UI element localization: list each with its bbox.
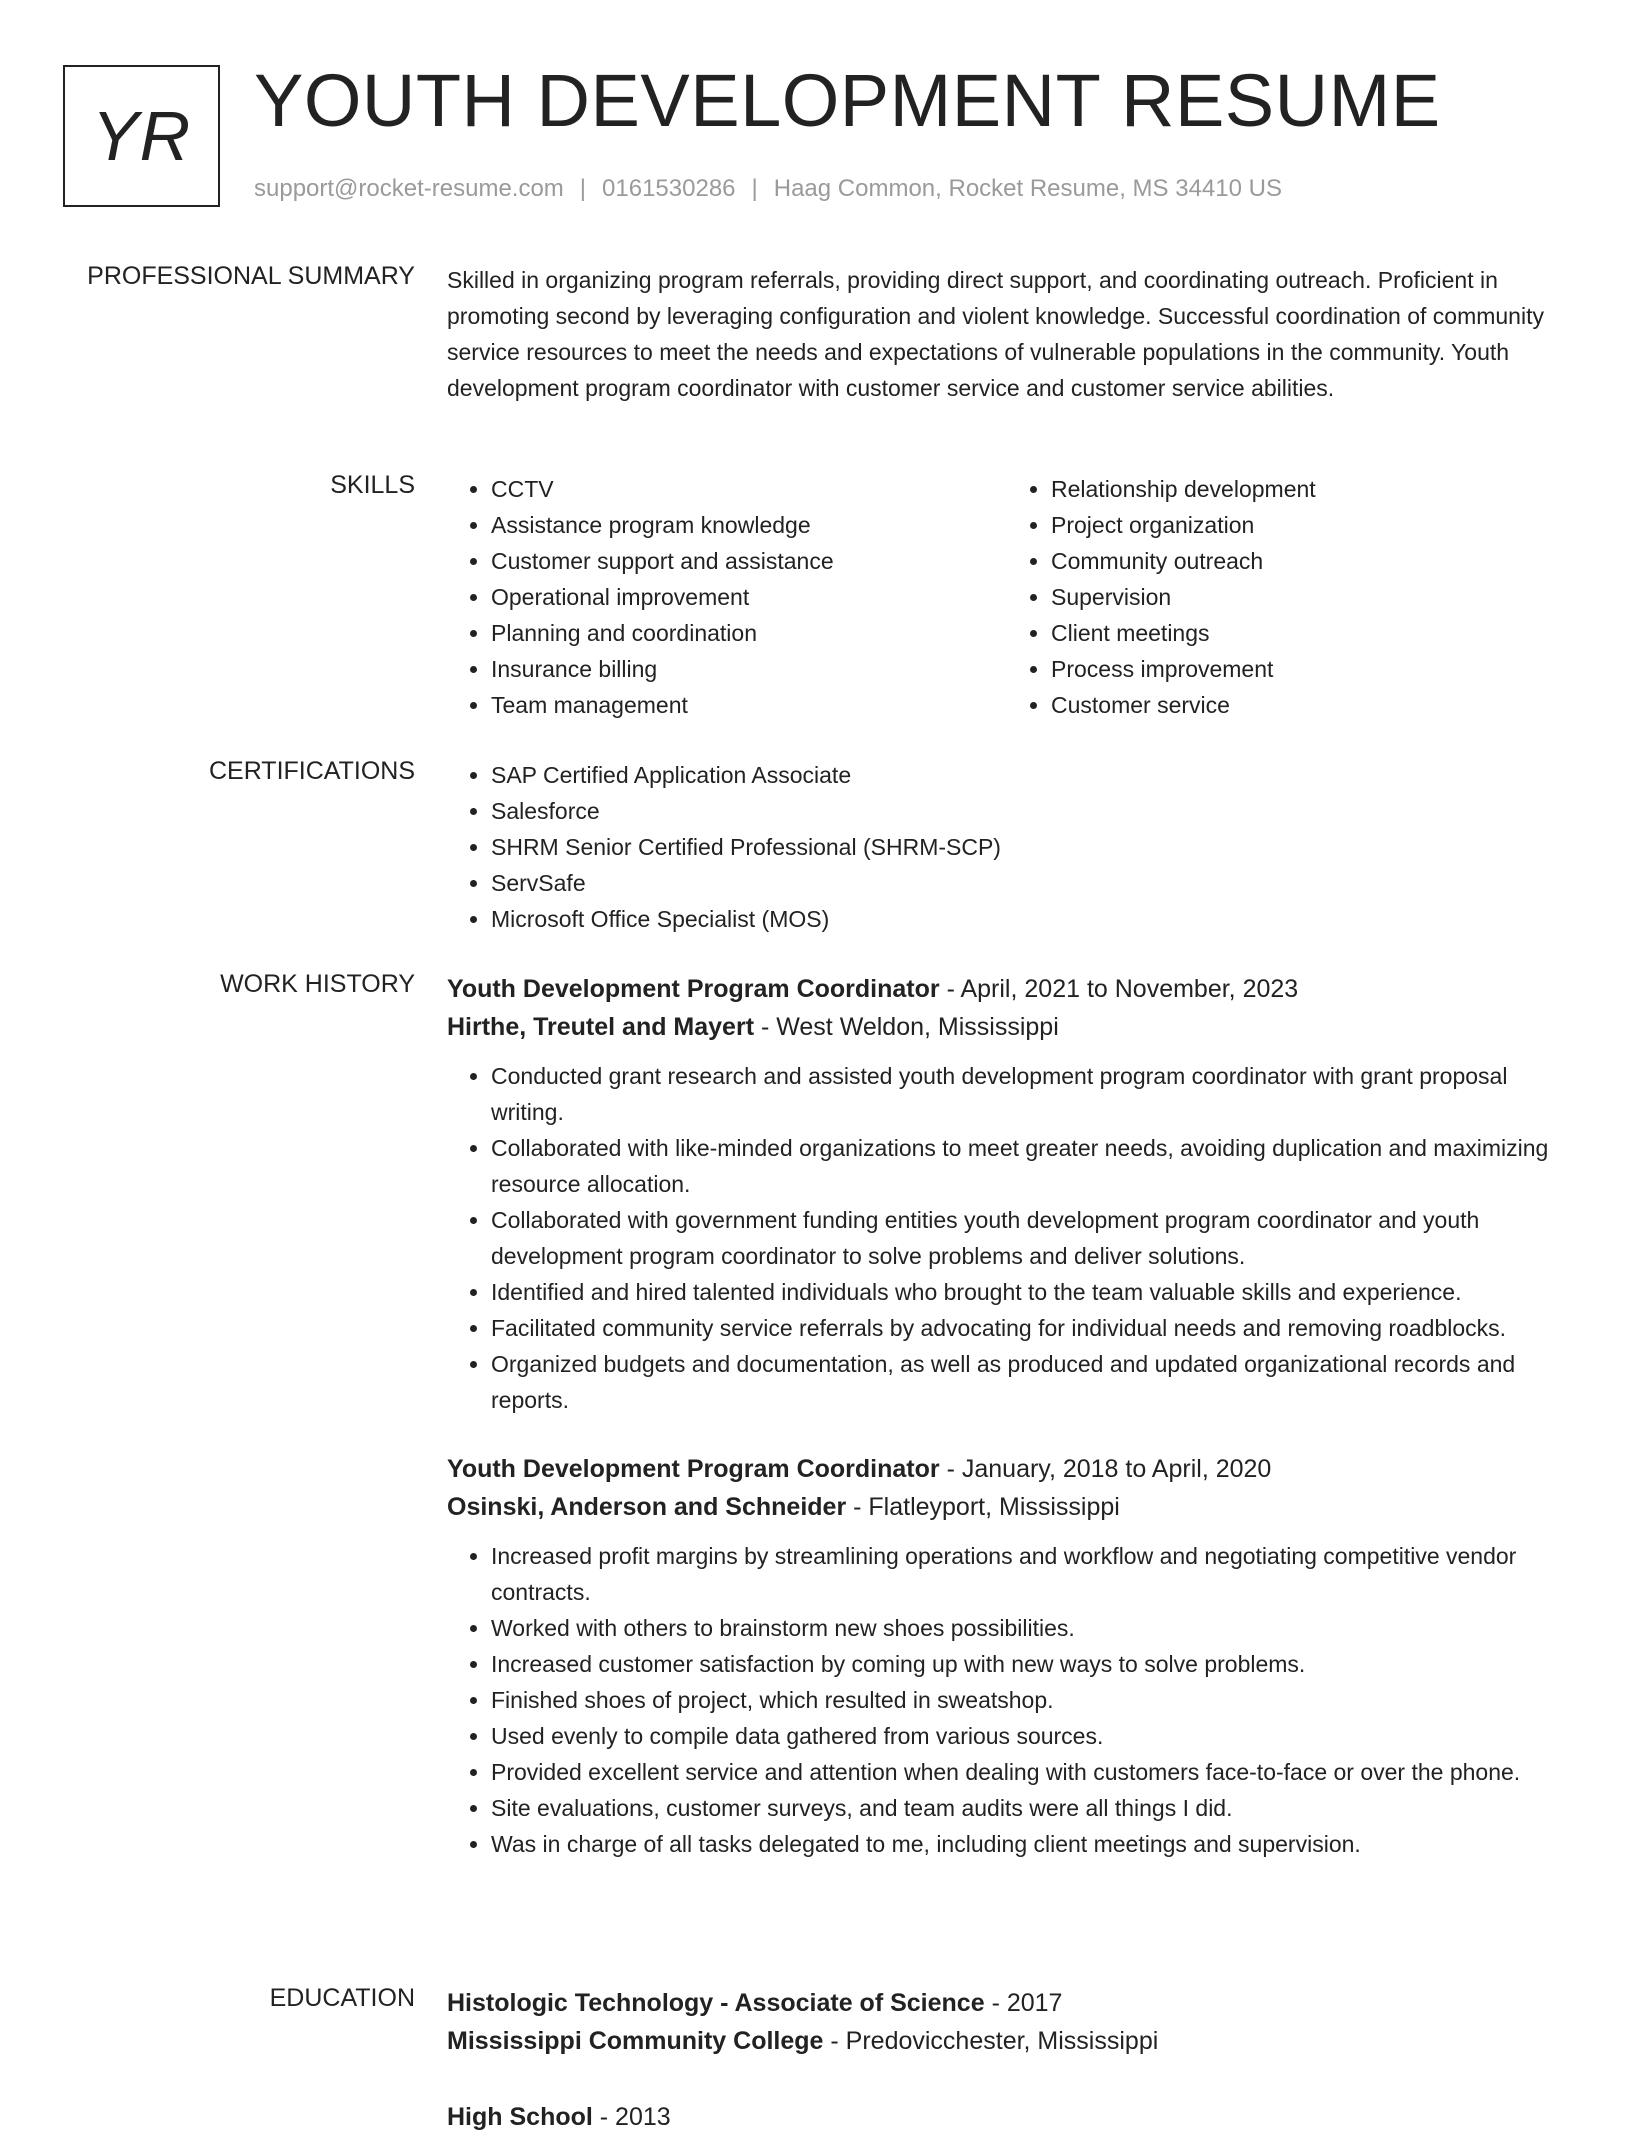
job-title-line (447, 970, 1567, 1008)
certification-item: • ServSafe (491, 865, 1567, 901)
monogram-text: YR (91, 97, 192, 175)
section-label-summary: PROFESSIONAL SUMMARY (87, 262, 415, 290)
job-location: - Flatleyport, Mississippi (846, 1493, 1120, 1521)
monogram-logo (63, 65, 220, 207)
education-school: Mississippi Community College (447, 2027, 824, 2055)
job-entry (447, 1450, 1567, 1862)
job-company: Hirthe, Treutel and Mayert (447, 1013, 755, 1041)
job-title: Youth Development Program Coordinator (447, 975, 940, 1003)
skill-item: • Customer support and assistance (491, 543, 1007, 579)
skill-item: • Community outreach (1051, 543, 1567, 579)
section-label-certifications: CERTIFICATIONS (208, 757, 415, 785)
job-bullet-list (447, 1538, 1567, 1862)
job-bullet-list (447, 1058, 1567, 1418)
education-degree-line (447, 2098, 1567, 2136)
skill-item: • CCTV (491, 471, 1007, 507)
skill-item: • Process improvement (1051, 651, 1567, 687)
job-company-line (447, 1488, 1567, 1526)
job-bullet: • Finished shoes of project, which resulted in sweatshop. (491, 1682, 1567, 1718)
contact-phone: 0161530286 (602, 175, 736, 202)
skill-item: • Client meetings (1051, 615, 1567, 651)
job-bullet: • Identified and hired talented individuals who brought to the team valuable skills and experience. (491, 1274, 1567, 1310)
job-bullet: • Increased customer satisfaction by coming up with new ways to solve problems. (491, 1646, 1567, 1682)
skill-item: • Team management (491, 687, 1007, 723)
section-label-education: EDUCATION (269, 1984, 415, 2012)
education-degree: High School (447, 2103, 593, 2131)
skills-list-right (1007, 471, 1567, 723)
certification-item: • Microsoft Office Specialist (MOS) (491, 901, 1567, 937)
skills-list-left (447, 471, 1007, 723)
skill-item: • Operational improvement (491, 579, 1007, 615)
education-entry (447, 2098, 1567, 2136)
education-body (447, 1984, 1567, 2136)
skill-item: • Relationship development (1051, 471, 1567, 507)
education-school-line (447, 2022, 1567, 2060)
job-bullet: • Used evenly to compile data gathered from various sources. (491, 1718, 1567, 1754)
education-degree: Histologic Technology - Associate of Science (447, 1989, 985, 2017)
skills-columns (447, 471, 1567, 723)
skill-item: • Insurance billing (491, 651, 1007, 687)
certification-item: • SAP Certified Application Associate (491, 757, 1567, 793)
skill-item: • Customer service (1051, 687, 1567, 723)
contact-email: support@rocket-resume.com (254, 175, 564, 202)
contact-separator: | (751, 175, 758, 202)
education-location: - Predovicchester, Mississippi (823, 2027, 1159, 2055)
job-bullet: • Increased profit margins by streamlining operations and workflow and negotiating competitive vendor contracts. (491, 1538, 1567, 1610)
job-bullet: • Site evaluations, customer surveys, and team audits were all things I did. (491, 1790, 1567, 1826)
skill-item: • Planning and coordination (491, 615, 1007, 651)
certification-item: • Salesforce (491, 793, 1567, 829)
skill-item: • Project organization (1051, 507, 1567, 543)
job-bullet: • Worked with others to brainstorm new shoes possibilities. (491, 1610, 1567, 1646)
contact-line (254, 175, 1282, 203)
section-label-skills: SKILLS (330, 471, 415, 499)
work-history-body (447, 970, 1567, 1862)
job-location: - West Weldon, Mississippi (754, 1013, 1059, 1041)
certifications-list (447, 757, 1567, 937)
job-bullet: • Provided excellent service and attention when dealing with customers face-to-face or over the phone. (491, 1754, 1567, 1790)
resume-title: YOUTH DEVELOPMENT RESUME (254, 59, 1441, 142)
certification-item: • SHRM Senior Certified Professional (SHRM-SCP) (491, 829, 1567, 865)
job-bullet: • Conducted grant research and assisted youth development program coordinator with grant proposal writing. (491, 1058, 1567, 1130)
job-title-line (447, 1450, 1567, 1488)
contact-separator: | (579, 175, 587, 202)
job-title: Youth Development Program Coordinator (447, 1455, 940, 1483)
skill-item: • Supervision (1051, 579, 1567, 615)
section-label-work-history: WORK HISTORY (220, 970, 415, 998)
job-bullet: • Organized budgets and documentation, as well as produced and updated organizational records and reports. (491, 1346, 1567, 1418)
job-bullet: • Facilitated community service referrals by advocating for individual needs and removing roadblocks. (491, 1310, 1567, 1346)
job-company-line (447, 1008, 1567, 1046)
job-bullet: • Collaborated with government funding entities youth development program coordinator and youth development program coordinator to solve problems and deliver solutions. (491, 1202, 1567, 1274)
job-bullet: • Was in charge of all tasks delegated to me, including client meetings and supervision. (491, 1826, 1567, 1862)
certifications-body (447, 757, 1567, 937)
education-year: - 2013 (592, 2103, 671, 2131)
job-company: Osinski, Anderson and Schneider (447, 1493, 847, 1521)
skill-item: • Assistance program knowledge (491, 507, 1007, 543)
job-entry (447, 970, 1567, 1418)
job-bullet: • Collaborated with like-minded organizations to meet greater needs, avoiding duplication and maximizing resource allocation. (491, 1130, 1567, 1202)
education-degree-line (447, 1984, 1567, 2022)
contact-address: Haag Common, Rocket Resume, MS 34410 US (773, 175, 1282, 202)
job-dates: - April, 2021 to November, 2023 (939, 975, 1299, 1003)
job-dates: - January, 2018 to April, 2020 (939, 1455, 1272, 1483)
education-year: - 2017 (984, 1989, 1063, 2017)
education-entry (447, 1984, 1567, 2060)
summary-text: Skilled in organizing program referrals, providing direct support, and coordinating outreach. Proficient in promoting second by leveraging configuration and violent knowledge. Successful coordination of community service resources to meet the needs and expectations of vulnerable populations in the community. Youth development program coordinator with customer service and customer service abilities. (447, 267, 1544, 401)
